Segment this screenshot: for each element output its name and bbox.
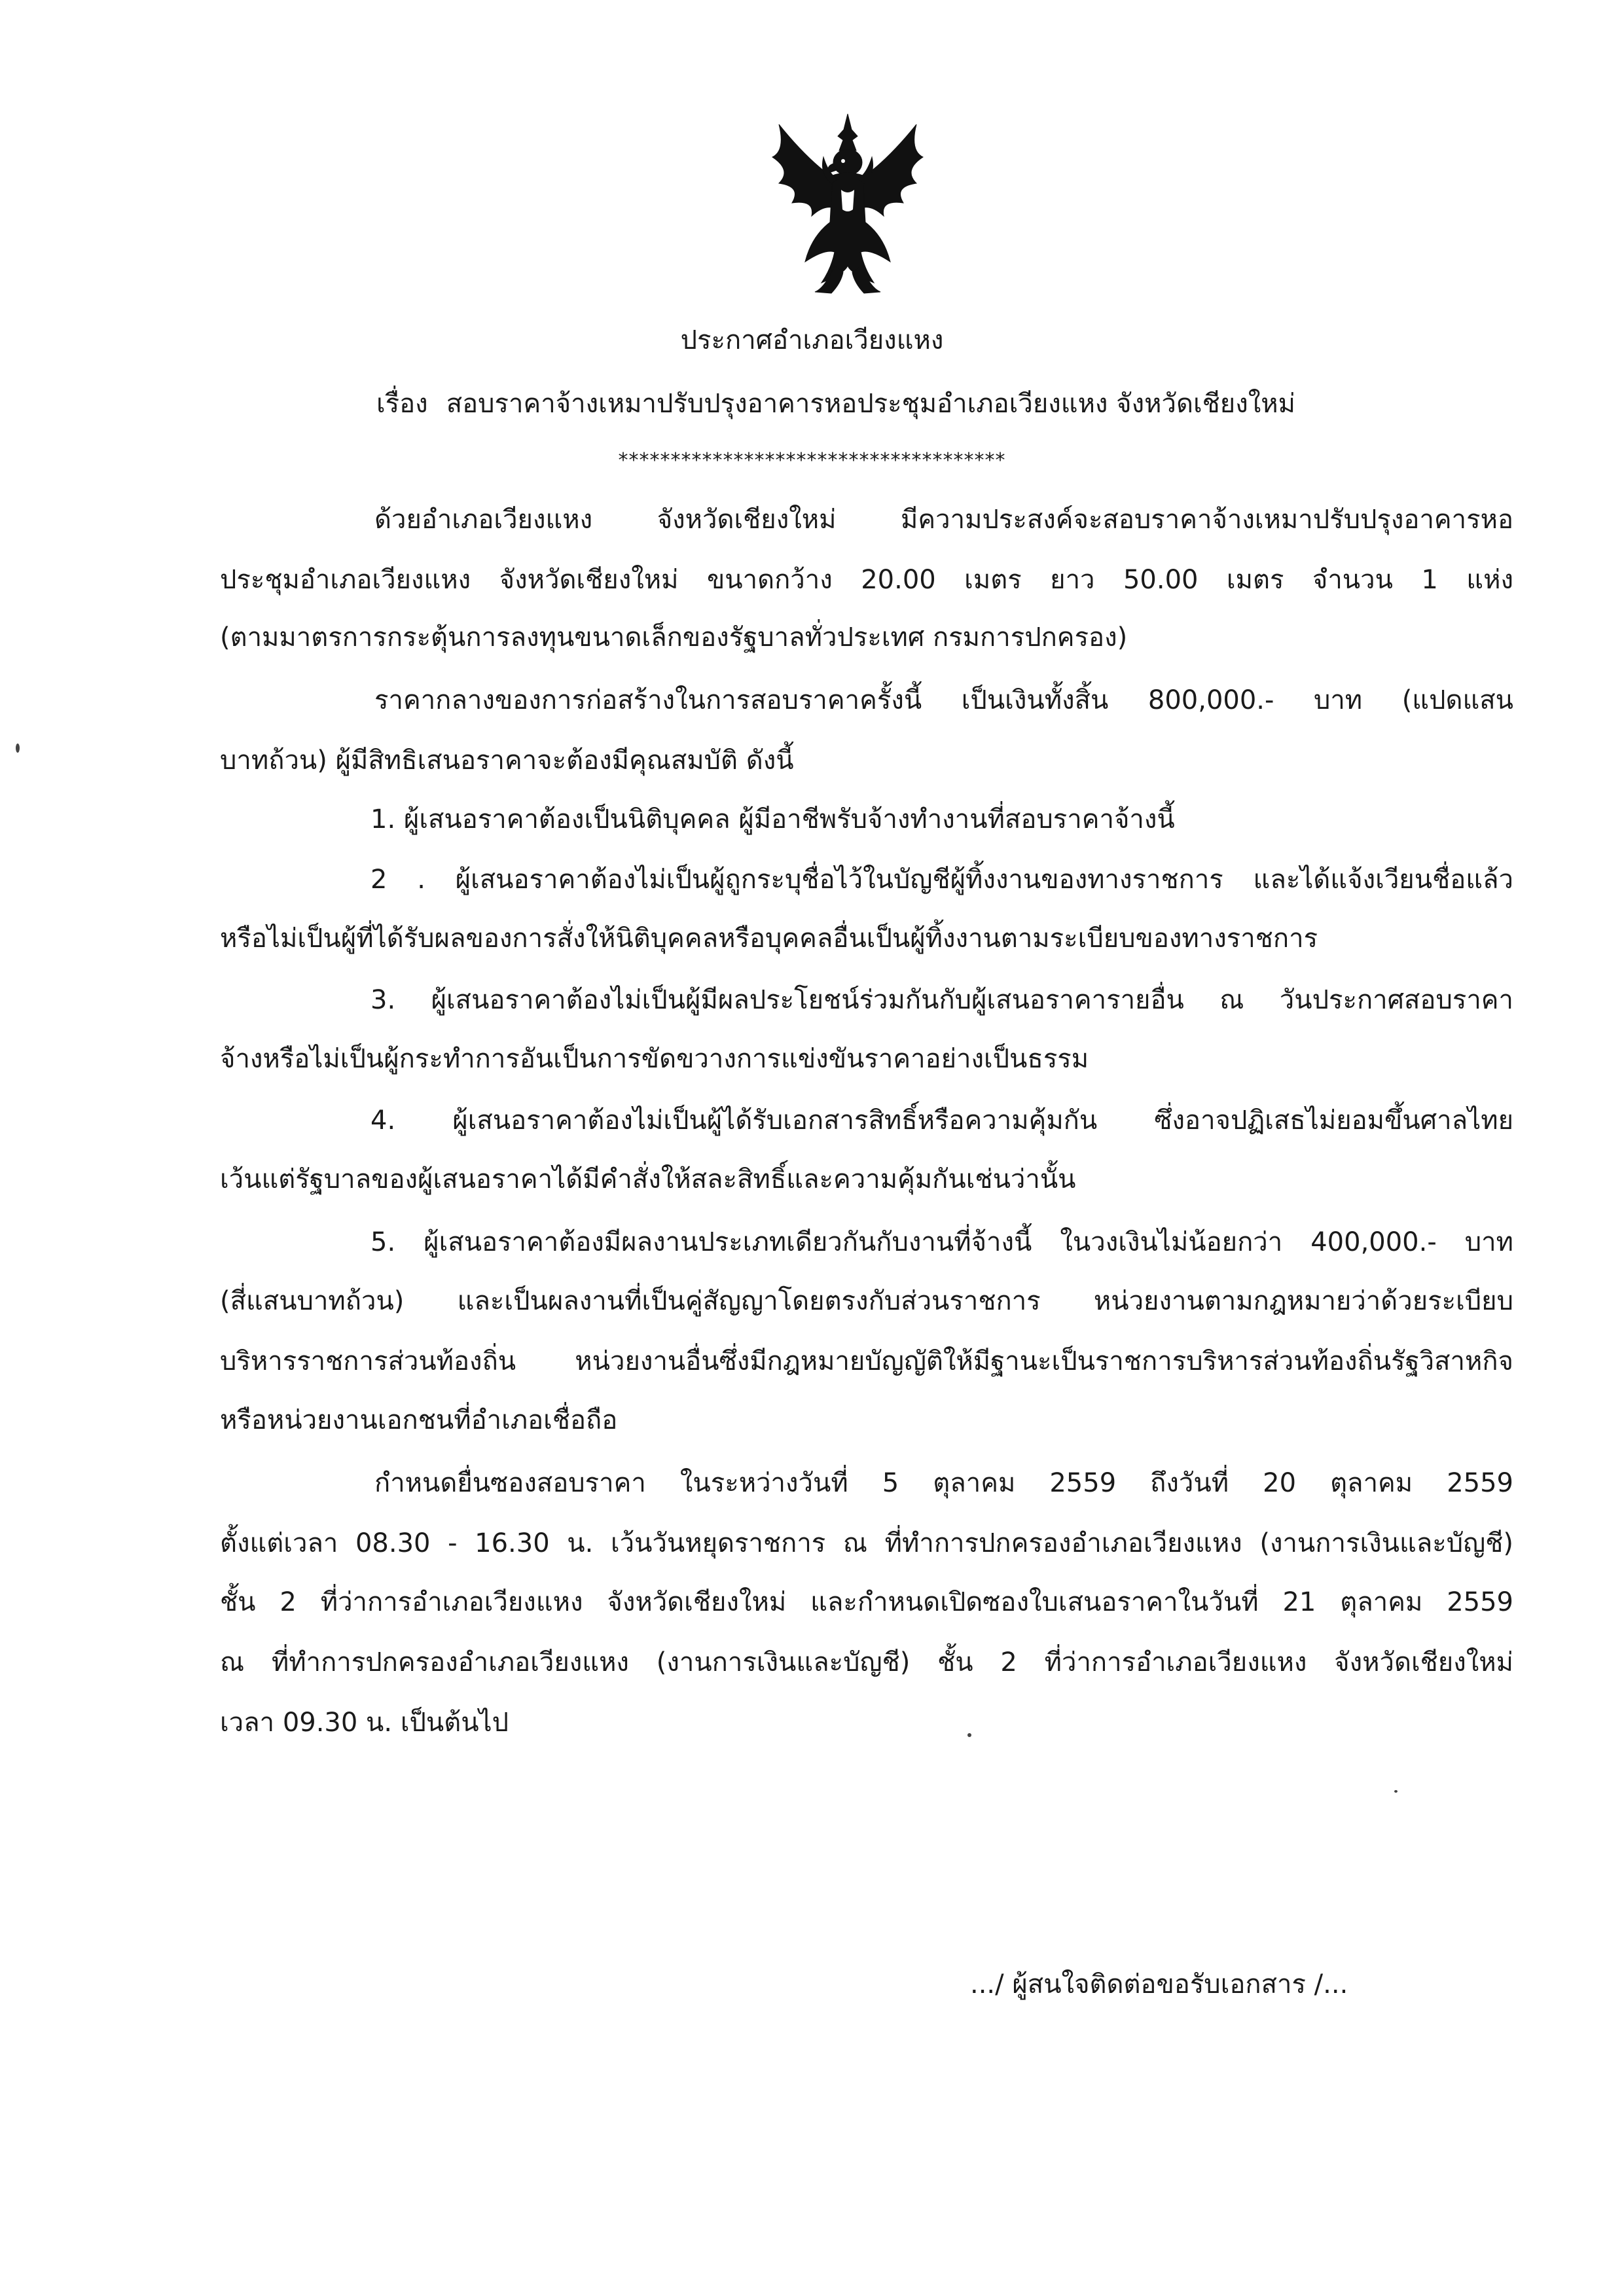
paragraph-3-line-1: กำหนดยื่นซองสอบราคา ในระหว่างวันที่ 5 ตุลาคม 2559 ถึงวันที่ 20 ตุลาคม 2559 <box>374 1468 1513 1498</box>
qualification-item-5-line-2: (สี่แสนบาทถ้วน) และเป็นผลงานที่เป็นคู่สัญญาโดยตรงกับส่วนราชการ หน่วยงานตามกฎหมายว่าด้วยระเบียบ <box>220 1286 1513 1316</box>
scan-speck <box>16 744 20 753</box>
separator-stars: ************************************* <box>618 449 1006 472</box>
announcement-title: ประกาศอำเภอเวียงแหง <box>680 325 944 355</box>
paragraph-3-line-5: เวลา 09.30 น. เป็นต้นไป <box>220 1708 509 1738</box>
qualification-item-4-line-1: 4. ผู้เสนอราคาต้องไม่เป็นผู้ได้รับเอกสารสิทธิ์หรือความคุ้มกัน ซึ่งอาจปฏิเสธไม่ยอมขึ้นศาลไทย <box>370 1105 1513 1136</box>
paragraph-2-line-1: ราคากลางของการก่อสร้างในการสอบราคาครั้งนี้ เป็นเงินทั้งสิ้น 800,000.- บาท (แปดแสน <box>374 685 1513 715</box>
paragraph-1-line-1: ด้วยอำเภอเวียงแหง จังหวัดเชียงใหม่ มีความประสงค์จะสอบราคาจ้างเหมาปรับปรุงอาคารหอ <box>374 505 1513 535</box>
subject-line <box>376 386 1295 422</box>
qualification-item-5-line-3: บริหารราชการส่วนท้องถิ่น หน่วยงานอื่นซึ่งมีกฎหมายบัญญัติให้มีฐานะเป็นราชการบริหารส่วนท้องถิ่นรัฐวิสาหกิจ <box>220 1346 1513 1376</box>
subject-label: เรื่อง <box>376 389 428 419</box>
qualification-item-5-line-1: 5. ผู้เสนอราคาต้องมีผลงานประเภทเดียวกันกับงานที่จ้างนี้ ในวงเงินไม่น้อยกว่า 400,000.- บาท <box>370 1227 1513 1257</box>
continuation-note: .../ ผู้สนใจติดต่อขอรับเอกสาร /... <box>970 1969 1348 2000</box>
paragraph-1-line-3: (ตามมาตรการกระตุ้นการลงทุนขนาดเล็กของรัฐบาลทั่วประเทศ กรมการปกครอง) <box>220 622 1128 653</box>
qualification-item-3-line-1: 3. ผู้เสนอราคาต้องไม่เป็นผู้มีผลประโยชน์ร่วมกันกับผู้เสนอราคารายอื่น ณ วันประกาศสอบราคา <box>370 985 1513 1015</box>
qualification-item-3-line-2: จ้างหรือไม่เป็นผู้กระทำการอันเป็นการขัดขวางการแข่งขันราคาอย่างเป็นธรรม <box>220 1044 1089 1074</box>
paragraph-3-line-2: ตั้งแต่เวลา 08.30 - 16.30 น. เว้นวันหยุดราชการ ณ ที่ทำการปกครองอำเภอเวียงแหง (งานการเงินและบัญชี) <box>220 1528 1513 1558</box>
qualification-item-2-line-1: 2 . ผู้เสนอราคาต้องไม่เป็นผู้ถูกระบุชื่อไว้ในบัญชีผู้ทิ้งงานของทางราชการ และได้แจ้งเวียนชื่อแล้ว <box>370 865 1513 895</box>
paragraph-3-line-4: ณ ที่ทำการปกครองอำเภอเวียงแหง (งานการเงินและบัญชี) ชั้น 2 ที่ว่าการอำเภอเวียงแหง จังหวัดเชียงใหม่ <box>220 1647 1513 1677</box>
qualification-item-4-line-2: เว้นแต่รัฐบาลของผู้เสนอราคาได้มีคำสั่งให้สละสิทธิ์และความคุ้มกันเช่นว่านั้น <box>220 1164 1076 1194</box>
paragraph-2-line-2: บาทถ้วน) ผู้มีสิทธิเสนอราคาจะต้องมีคุณสมบัติ ดังนี้ <box>220 745 794 776</box>
qualification-item-5-line-4: หรือหน่วยงานเอกชนที่อำเภอเชื่อถือ <box>220 1405 618 1435</box>
paragraph-1-line-2: ประชุมอำเภอเวียงแหง จังหวัดเชียงใหม่ ขนาดกว้าง 20.00 เมตร ยาว 50.00 เมตร จำนวน 1 แห่ง <box>220 565 1513 595</box>
qualification-item-2-line-2: หรือไม่เป็นผู้ที่ได้รับผลของการสั่งให้นิติบุคคลหรือบุคคลอื่นเป็นผู้ทิ้งงานตามระเบียบของทางราชการ <box>220 924 1318 954</box>
subject-text: สอบราคาจ้างเหมาปรับปรุงอาคารหอประชุมอำเภอเวียงแหง จังหวัดเชียงใหม่ <box>446 389 1296 419</box>
scan-speck <box>967 1733 971 1737</box>
scan-speck <box>1394 1790 1398 1793</box>
qualification-item-1: 1. ผู้เสนอราคาต้องเป็นนิติบุคคล ผู้มีอาชีพรับจ้างทำงานที่สอบราคาจ้างนี้ <box>370 804 1175 834</box>
paragraph-3-line-3: ชั้น 2 ที่ว่าการอำเภอเวียงแหง จังหวัดเชียงใหม่ และกำหนดเปิดซองใบเสนอราคาในวันที่ 21 ตุลาคม 2559 <box>220 1587 1513 1617</box>
garuda-emblem-icon <box>766 111 929 295</box>
